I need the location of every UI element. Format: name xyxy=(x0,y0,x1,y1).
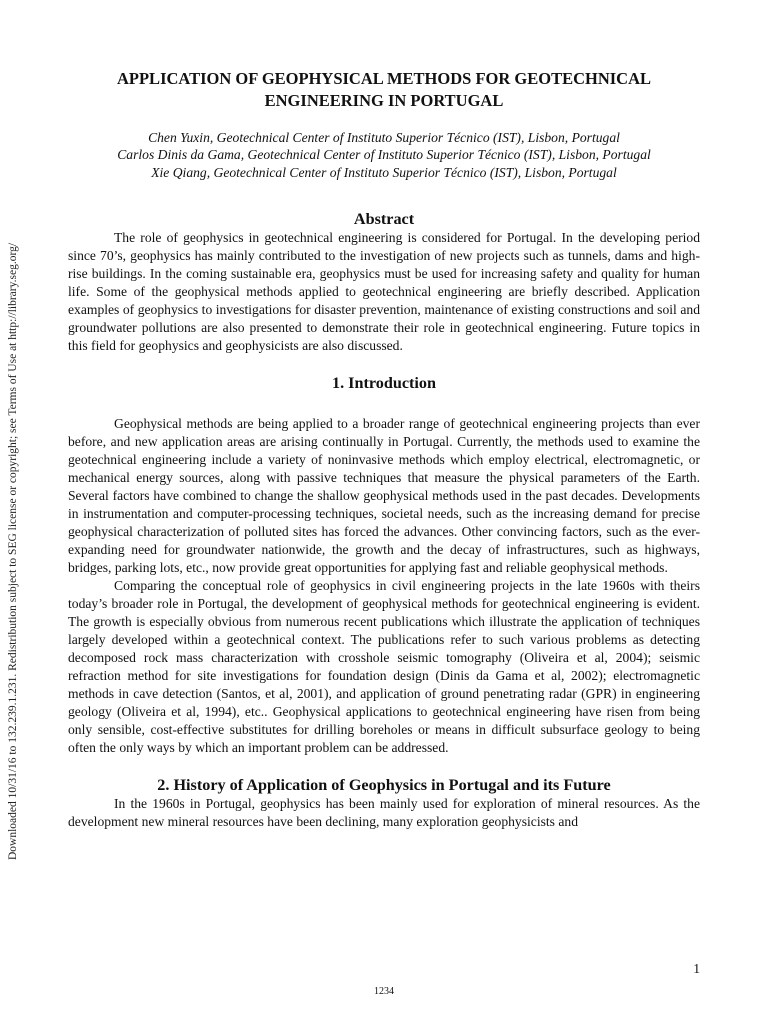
author-line: Xie Qiang, Geotechnical Center of Instituto Superior Técnico (IST), Lisbon, Portugal xyxy=(151,164,617,180)
page-number: 1 xyxy=(693,961,700,976)
author-list xyxy=(68,129,700,181)
history-text: In the 1960s in Portugal, geophysics has been mainly used for exploration of mineral resources. As the development new mineral resources have been declining, many exploration geophysicists and xyxy=(68,796,700,830)
abstract-text: The role of geophysics in geotechnical engineering is considered for Portugal. In the developing period since 70’s, geophysics has mainly contributed to the investigation of new projects such as tunnels, dams and high-rise buildings. In the coming sustainable era, geophysics must be used for increasing safety and quality for human life. Some of the geophysical methods applied to geotechnical engineering are briefly described. Application examples of geophysics to investigations for disaster prevention, maintenance of existing constructions and soil and groundwater pollutions are also presented to demonstrate their role in geotechnical engineering. Future topics in this field for geophysics and geophysicists are also discussed. xyxy=(68,230,700,354)
introduction-heading: 1. Introduction xyxy=(331,374,437,393)
introduction-body xyxy=(68,415,700,757)
title-line: ENGINEERING IN PORTUGAL xyxy=(264,91,504,110)
download-notice: Downloaded 10/31/16 to 132.239.1.231. Redistribution subject to SEG license or copyright; see Terms of Use at http://library.seg.org/ xyxy=(7,242,19,860)
paper-body xyxy=(68,68,700,831)
proceedings-page-number: 1234 xyxy=(374,986,394,997)
title-line: APPLICATION OF GEOPHYSICAL METHODS FOR GEOTECHNICAL xyxy=(116,69,652,88)
paper-title xyxy=(68,68,700,112)
author-line: Carlos Dinis da Gama, Geotechnical Center of Instituto Superior Técnico (IST), Lisbon, Portugal xyxy=(117,147,651,163)
abstract-heading: Abstract xyxy=(353,210,415,229)
author-line: Chen Yuxin, Geotechnical Center of Instituto Superior Técnico (IST), Lisbon, Portugal xyxy=(148,130,620,145)
introduction-paragraph: Comparing the conceptual role of geophysics in civil engineering projects in the late 1960s with theirs today’s broader role in Portugal, the development of geophysical methods for geotechnical engineering is evident. The growth is especially obvious from numerous recent publications which illustrate the application of techniques largely developed within a geotechnical context. The publications refer to such various problems as detecting decomposed rock mass characterization with crosshole seismic tomography (Oliveira et al, 2004); seismic refraction method for site investigations for foundation design (Dinis da Gama et al, 2002); electromagnetic methods in cave detection (Santos, et al, 2001), and application of ground penetrating radar (GPR) in engineering geology (Oliveira et al, 1994), etc.. Geophysical applications to geotechnical engineering have risen from being only sensible, cost-effective substitutes for drilling boreholes or means in difficult subsurface geology to being often the only ways by which an important problem can be addressed. xyxy=(68,578,700,756)
introduction-paragraph: Geophysical methods are being applied to a broader range of geotechnical engineering projects than ever before, and new application areas are arising continually in Portugal. Currently, the methods used to examine the geotechnical engineering include a variety of noninvasive methods which employ electrical, electromagnetic, or mechanical energy sources, along with passive techniques that measure the physical parameters of the Earth. Several factors have combined to change the shallow geophysical methods used in the past decades. Developments in instrumentation and computer-processing techniques, societal needs, such as the increasing demand for precise geophysical characterization of polluted sites has forced the advances. Other convincing factors, such as the ever-expanding need for groundwater nationwide, the growth and the decay of infrastructures, such as highways, bridges, parking lots, etc., now provide great opportunities for applying fast and reliable geophysical methods. xyxy=(68,416,700,576)
history-heading: 2. History of Application of Geophysics in Portugal and its Future xyxy=(157,776,611,795)
